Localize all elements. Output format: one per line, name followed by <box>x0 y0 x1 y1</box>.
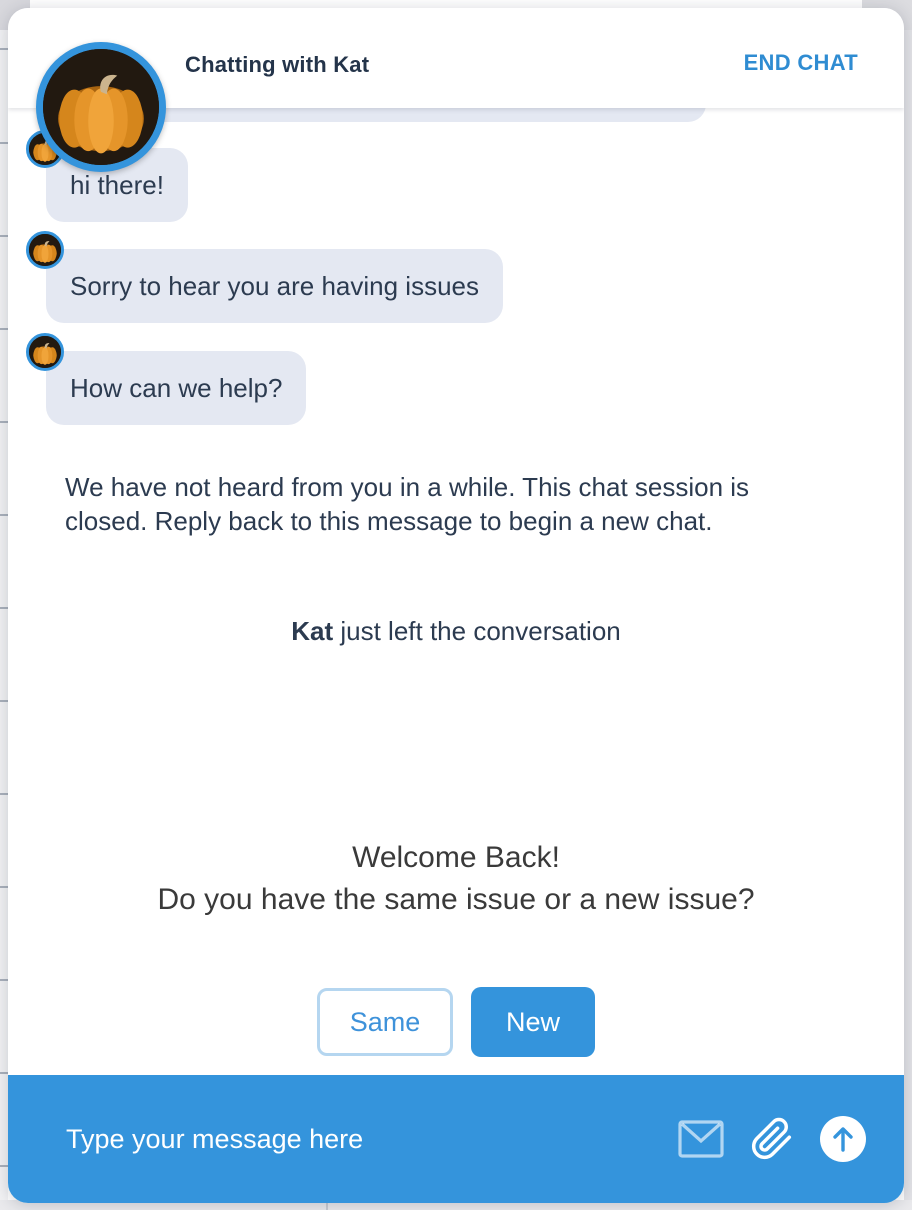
message-bubble: How can we help? <box>46 351 306 425</box>
send-message-button[interactable] <box>820 1116 866 1162</box>
paperclip-icon <box>750 1117 794 1161</box>
email-transcript-button[interactable] <box>678 1120 724 1158</box>
email-icon <box>678 1120 724 1158</box>
same-issue-button[interactable]: Same <box>317 988 453 1056</box>
chat-header <box>8 8 904 108</box>
system-message: We have not heard from you in a while. This chat session is closed. Reply back to this message to begin a new chat. <box>65 472 750 536</box>
pumpkin-image <box>29 234 61 266</box>
attach-file-button[interactable] <box>750 1117 794 1161</box>
chat-message-area <box>8 108 904 1075</box>
leave-notice-text: just left the conversation <box>333 616 621 646</box>
page-left-edge <box>0 0 8 1210</box>
agent-avatar <box>36 42 166 172</box>
chat-widget <box>8 8 904 1203</box>
page-right-edge <box>904 0 912 1210</box>
message-bubble: hi there! <box>46 148 188 222</box>
page-title: Chatting with Kat <box>185 52 370 77</box>
leave-notice-agent-name: Kat <box>291 616 334 646</box>
new-issue-button[interactable]: New <box>471 987 595 1057</box>
welcome-title: Welcome Back! <box>352 841 560 874</box>
pumpkin-image <box>29 336 61 368</box>
pumpkin-image <box>43 49 159 165</box>
end-chat-button[interactable]: END CHAT <box>743 50 858 75</box>
message-input[interactable] <box>66 1124 658 1155</box>
welcome-question: Do you have the same issue or a new issue? <box>157 883 755 916</box>
message-avatar <box>26 333 64 371</box>
leave-notice <box>8 616 904 647</box>
message-bubble: Sorry to hear you are having issues <box>46 249 503 323</box>
send-arrow-icon <box>831 1125 855 1153</box>
message-avatar <box>26 231 64 269</box>
composer-bar <box>8 1075 904 1203</box>
choice-button-row <box>8 987 904 1057</box>
